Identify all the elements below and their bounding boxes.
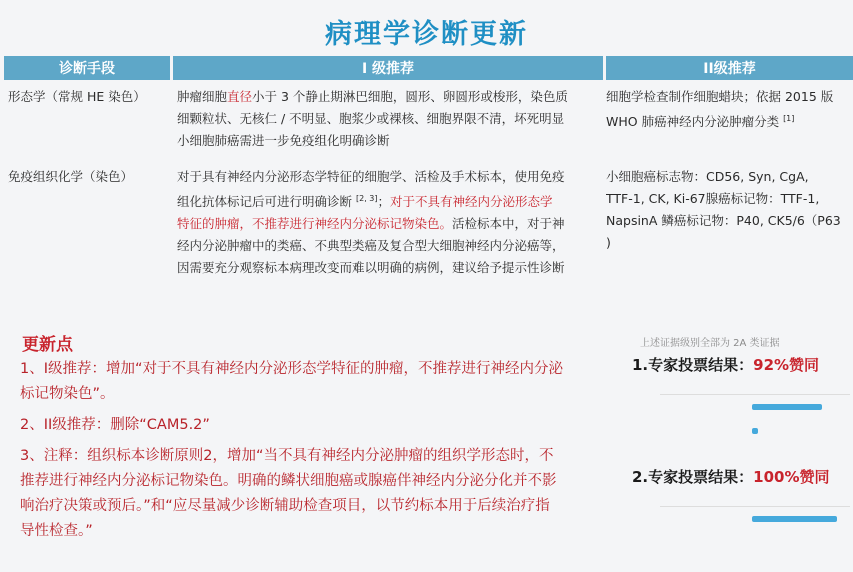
update-item-3-line4: 导性检查。”: [20, 523, 93, 539]
row1-level1-line2: 细颗粒状、无核仁 / 不明显、胞浆少或裸核、细胞界限不清，坏死明显: [177, 111, 565, 126]
vote2-title: 2.专家投票结果：100%赞同: [632, 468, 830, 486]
row2-level2: [606, 166, 853, 254]
row2-method: 免疫组织化学（染色）: [8, 169, 134, 184]
vote1-other-bar: [752, 428, 758, 434]
row1-level2-line2: WHO 肺癌神经内分泌肿瘤分类 [1]: [606, 114, 795, 130]
row2-level2-line4: ): [606, 235, 611, 250]
row2-level1-line5: 因需要充分观察标本病理改变而难以明确的病例，建议给予提示性诊断: [177, 260, 565, 276]
page-title: 病理学诊断更新: [325, 19, 528, 50]
update-item-1: [20, 357, 600, 407]
row2-level2-line2: TTF-1, CK, Ki-67腺癌标记物：TTF-1,: [606, 191, 820, 206]
evidence-note: 上述证据级别全部为 2A 类证据: [640, 338, 780, 349]
vote1-table-header: [660, 386, 850, 395]
row1-level1-line3: 小细胞肺癌需进一步免疫组化明确诊断: [177, 133, 390, 148]
update-item-1-line2: 标记物染色”。: [20, 386, 115, 402]
row2-level1-line3: 特征的肿瘤，不推荐进行神经内分泌标记物染色。活检标本中，对于神: [177, 216, 565, 232]
vote2-table-header: [660, 498, 850, 507]
row1-level1: [177, 86, 602, 152]
row1-level1-line1: 肿瘤细胞直径小于 3 个静止期淋巴细胞，圆形、卵圆形或梭形，染色质: [177, 89, 568, 104]
col-header-level1: I 级推荐: [173, 56, 603, 80]
row1-method: 形态学（常规 HE 染色）: [8, 89, 146, 104]
row2-level2-line3: NapsinA 鳞癌标记物：P40, CK5/6（P63: [606, 213, 841, 228]
row2-level1-line2: 组化抗体标记后可进行明确诊断 [2, 3]；对于不具有神经内分泌形态学: [177, 194, 553, 210]
vote2-agree-bar: [752, 516, 837, 522]
row1-level2-line1: 细胞学检查制作细胞蜡块；依据 2015 版: [606, 89, 834, 104]
update-item-2: 2、II级推荐：删除“CAM5.2”: [20, 417, 210, 433]
vote1-agree-bar: [752, 404, 822, 410]
col-header-method: 诊断手段: [4, 56, 170, 80]
update-item-3-line2: 推荐进行神经内分泌标记物染色。明确的鳞状细胞癌或腺癌伴神经内分泌分化并不影: [20, 473, 557, 489]
row2-level2-line1: 小细胞癌标志物：CD56, Syn, CgA,: [606, 169, 809, 184]
row2-level1: [177, 166, 602, 279]
update-item-1-line1: 1、I级推荐：增加“对于不具有神经内分泌形态学特征的肿瘤，不推荐进行神经内分泌: [20, 361, 564, 377]
update-item-3-line1: 3、注释：组织标本诊断原则2，增加“当不具有神经内分泌肿瘤的组织学形态时，不: [20, 448, 554, 464]
update-item-3-line3: 响治疗决策或预后。”和“应尽量减少诊断辅助检查项目，以节约标本用于后续治疗指: [20, 498, 550, 514]
vote1-title: 1.专家投票结果：92%赞同: [632, 356, 820, 374]
updates-title: 更新点: [22, 335, 73, 355]
update-item-3: [20, 444, 600, 544]
row2-level1-line4: 经内分泌肿瘤中的类癌、不典型类癌及复合型大细胞神经内分泌癌等，: [177, 238, 565, 254]
row2-level1-line1: 对于具有神经内分泌形态学特征的细胞学、活检及手术标本，使用免疫: [177, 169, 565, 184]
row1-level2: [606, 86, 853, 133]
col-header-level2: II级推荐: [606, 56, 853, 80]
